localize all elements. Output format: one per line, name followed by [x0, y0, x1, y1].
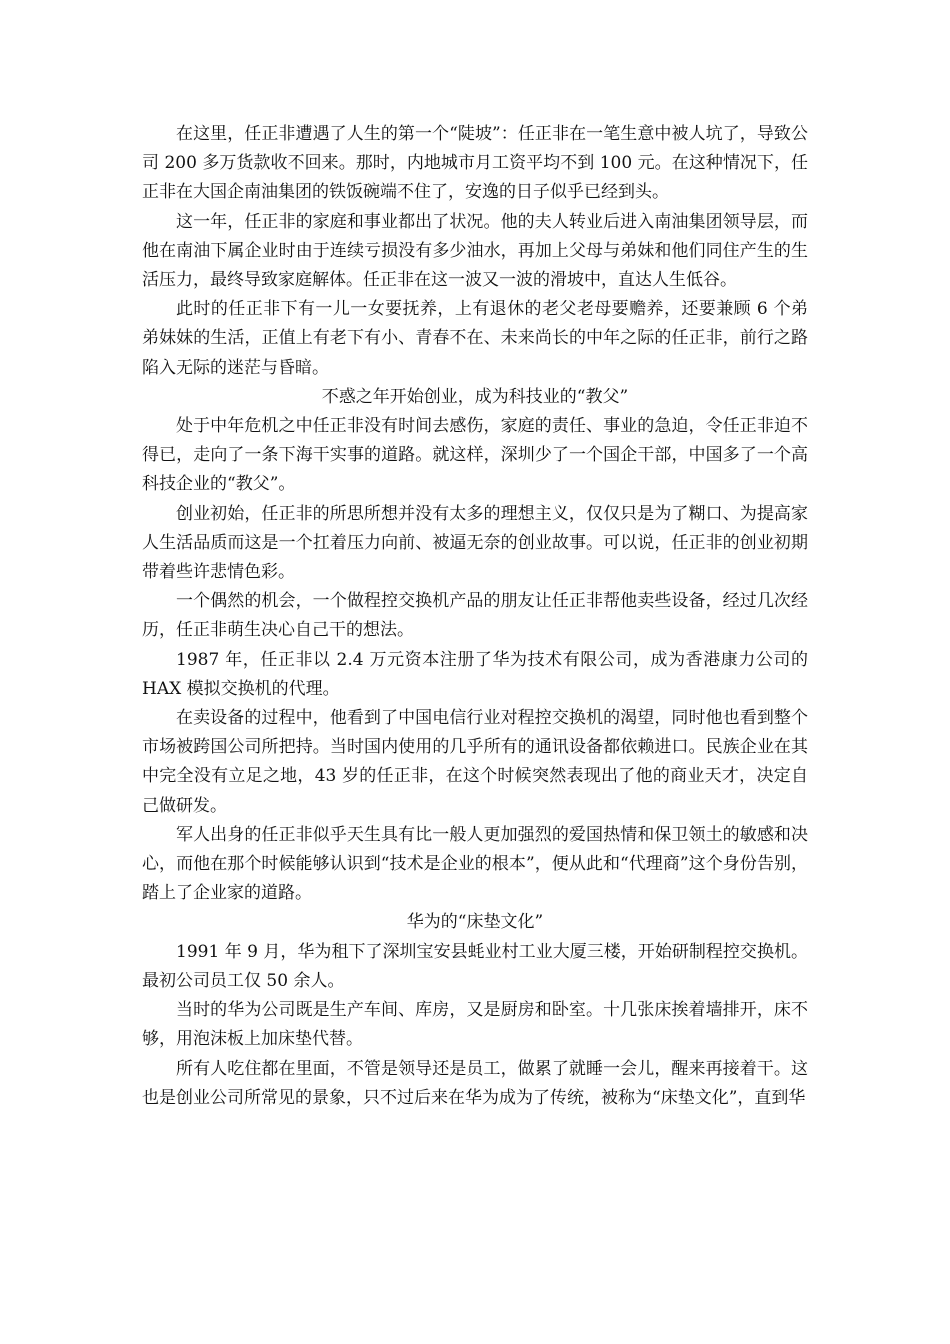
paragraph: 在这里，任正非遭遇了人生的第一个“陡坡”：任正非在一笔生意中被人坑了，导致公司 200 多万货款收不回来。那时，内地城市月工资平均不到 100 元。在这种情况下，任正非在大国企南油集团的铁饭碗端不住了，安逸的日子似乎已经到头。 [142, 124, 808, 203]
paragraph: 军人出身的任正非似乎天生具有比一般人更加强烈的爱国热情和保卫领土的敏感和决心，而他在那个时候能够认识到“技术是企业的根本”，便从此和“代理商”这个身份告别，踏上了企业家的道路。 [142, 824, 808, 904]
paragraph: 所有人吃住都在里面，不管是领导还是员工，做累了就睡一会儿，醒来再接着干。这也是创业公司所常见的景象，只不过后来在华为成为了传统，被称为“床垫文化”，直到华 [142, 1058, 808, 1108]
paragraph: 处于中年危机之中任正非没有时间去感伤，家庭的责任、事业的急迫，令任正非迫不得已，走向了一条下海干实事的道路。就这样，深圳少了一个国企干部，中国多了一个高科技企业的“教父”。 [142, 416, 808, 495]
paragraph: 此时的任正非下有一儿一女要抚养，上有退休的老父老母要赡养，还要兼顾 6 个弟弟妹妹的生活，正值上有老下有小、青春不在、未来尚长的中年之际的任正非，前行之路陷入无际的迷茫与昏暗。 [142, 299, 808, 378]
paragraph: 一个偶然的机会，一个做程控交换机产品的朋友让任正非帮他卖些设备，经过几次经历，任正非萌生决心自己干的想法。 [142, 591, 808, 641]
paragraph: 创业初始，任正非的所思所想并没有太多的理想主义，仅仅只是为了糊口、为提高家人生活品质而这是一个扛着压力向前、被逼无奈的创业故事。可以说，任正非的创业初期带着些许悲情色彩。 [142, 503, 808, 583]
paragraph: 当时的华为公司既是生产车间、库房，又是厨房和卧室。十几张床挨着墙排开，床不够，用泡沫板上加床垫代替。 [142, 1000, 808, 1050]
paragraph: 1991 年 9 月，华为租下了深圳宝安县蚝业村工业大厦三楼，开始研制程控交换机。最初公司员工仅 50 余人。 [142, 941, 808, 991]
paragraph: 这一年，任正非的家庭和事业都出了状况。他的夫人转业后进入南油集团领导层，而他在南油下属企业时由于连续亏损没有多少油水，再加上父母与弟妹和他们同住产生的生活压力，最终导致家庭解体。任正非在这一波又一波的滑坡中，直达人生低谷。 [142, 211, 808, 291]
document-page [142, 120, 808, 1113]
section-heading: 华为的“床垫文化” [406, 912, 544, 933]
paragraph: 在卖设备的过程中，他看到了中国电信行业对程控交换机的渴望，同时他也看到整个市场被跨国公司所把持。当时国内使用的几乎所有的通讯设备都依赖进口。民族企业在其中完全没有立足之地，43 岁的任正非，在这个时候突然表现出了他的商业天才，决定自己做研发。 [142, 708, 808, 816]
section-heading: 不惑之年开始创业，成为科技业的“教父” [321, 386, 629, 407]
paragraph: 1987 年，任正非以 2.4 万元资本注册了华为技术有限公司，成为香港康力公司的 HAX 模拟交换机的代理。 [142, 649, 808, 699]
